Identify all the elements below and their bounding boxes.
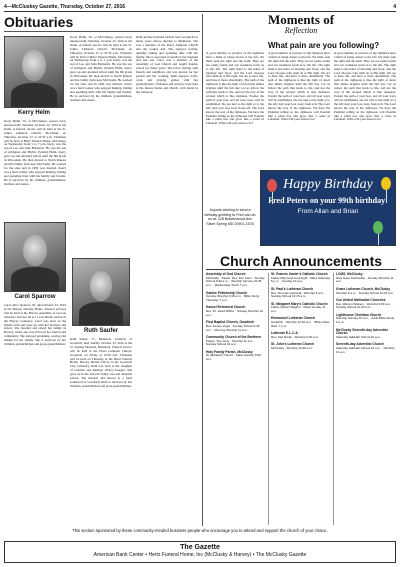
footer-title: The Gazette bbox=[180, 544, 220, 551]
birthday-heading: Happy Birthday bbox=[283, 177, 373, 192]
balloon-icon bbox=[381, 177, 391, 190]
header-rule bbox=[4, 11, 396, 12]
church-entry: Emmanuel Lutheran Church Goodrich · Worship 10:30 a.m. · Bible Class Wed. 7 p.m. bbox=[271, 316, 330, 328]
moments-body-col3: A good number of pictures of the rightness have a habit of being drawn to the left. We must seek the right and the truth. They are not easily found and our weakness leads us to the left. The right hand is the hand of blessing and favor, and the Lord chooses who shall sit at His right. We are to have life, and have it more abundantly. The path of the righteous is like the light of dawn that shines brighter until the full day. Let us follow the path that leads to life, and not the way of the wicked which is like darkness. Ponder the path of your feet, and all your ways will be established. Do not turn to the right or to the left; turn your foot away from evil. The Lord knows the way of the righteous. We have the Psalmist telling us the righteous will flourish like a palm tree and grow like a cedar in Lebanon. What will your answer be? bbox=[334, 52, 396, 122]
church-entry: Our United Methodist Churches Rev. Warren Wickers · Worship 9:30 a.m. · Sunday School 10:30 a.m. bbox=[336, 297, 393, 310]
running-header bbox=[4, 3, 396, 11]
ruth-saufer-text: Ruth Saufer, 77, Bismarck, formerly of Goodrich, died Sunday, October 23, 2016 at the St. Alexius Hospital, Bismarck. Funeral service will be held at the Peace Lutheran Church, Goodrich, on Friday at 10:30 a.m. Visitation will be held on Thursday at the Hertz Funeral Home, Harvey. Burial will be in the Goodrich City Cemetery. Ruth was born to the daughter of Gottlieb and Kathryn (Fritz) Krueger. She grew up in the Lincoln Valley area and attended school. She married and moved to a farm southwest of Goodrich. Ruth is survived by her children, grandchildren and great-grandchildren. bbox=[70, 338, 132, 388]
church-entry: Seventh-day Adventist Church Saturday Sabbath School 10 a.m. · Worship 11 a.m. bbox=[336, 342, 395, 354]
church-entry: Lighthouse Christian Church Worship Sunday 10 a.m. · Adult Bible Study 9 a.m. bbox=[336, 312, 395, 325]
church-entry: McClusky Seventh-day Adventist Church Saturday Sabbath School 10 a.m. bbox=[336, 327, 388, 339]
church-entry: Gackle Fellowship Church Sunday Worship 9:30 a.m. · Bible Study Thursday 7 p.m. bbox=[206, 290, 260, 302]
ruth-saufer-caption: Ruth Saufer bbox=[83, 328, 118, 334]
moments-subtitle: Reflection bbox=[284, 26, 318, 35]
moments-header bbox=[206, 13, 396, 35]
church-entry: St. Francis Xavier's Catholic Church Father Raymond Courtright · Mass Saturday 5 p.m. · Sunday 10 a.m. bbox=[271, 272, 331, 284]
kerry-helm-text: Kerry Helm, 59, of McCluskey, passed away unexpectedly Saturday, October 22, 2016 at his home. A funeral service will be held at the St. John's Lutheran Church, McClusky on Thursday, October 27 at 10:30 a.m. Visitation will be held at Hertz Funeral Home, McClusky, on Wednesday from 5 to 7 p.m. Kerry was the son of Leo and Julia Bismarck. He was the son of Arlington and Phyllis (Schell) Helm. Kerry grew up and attended school until the 9th grade in Wisconsin. He then moved to North Dakota and the family farm near McClusky. He worked for the state and in 1982 was married. Kerry was a hard worker who enjoyed hunting, fishing and spending time with his family and friends. He is survived by his children, grandchildren, brothers and sisters. bbox=[4, 120, 66, 186]
church-list-col1 bbox=[206, 273, 266, 525]
church-entry: Assembly of God Church McClusky · Pastor: Rev. Kim Clem · Sunday School 9:30 a.m. · Worship Service 10:45 a.m. · Wednesday Youth 7 p.m. bbox=[206, 272, 265, 288]
birthday-from-line: From Allan and Brian bbox=[297, 208, 359, 215]
footer-sponsors: American Bank Center • Hertz Funeral Home, Inc (McClusky & Harvey) • The McClusky Gazette bbox=[93, 552, 307, 558]
page-number: 4 bbox=[393, 4, 396, 10]
kerry-helm-caption: Kerry Helm bbox=[17, 110, 50, 116]
sponsor-footer bbox=[4, 541, 396, 563]
church-entry: LCMS, McClusky New Hope Fellowship · Sunday Worship 11 a.m. bbox=[336, 272, 394, 284]
carol-sparrow-text: Carol Alice Sparrow, 95, died October 23, 2016 at the Harvey Nursing Home. Funeral services will be held at the Harvey Assembly of God on Saturday, October 29 at 11 a.m. Burial will be in the Harvey Cemetery. Carol was born on the family farm and grew up with her brothers and sisters. She married and raised her family in Harvey, where she was active in her church and community. She enjoyed gardening, sewing and baking for her family. She is survived by her children, grandchildren and great-grandchildren. bbox=[4, 304, 66, 347]
column-divider bbox=[268, 273, 269, 525]
church-entry: Community Church of the Brethren Pastor: Tom Gray · Worship 11 a.m. · Sunday School 10 a.m. bbox=[206, 334, 262, 347]
kerry-helm-text-continued: Kerry Helm, 59, of McCluskey, passed away unexpectedly Saturday, October 22, 2016 at his home. A funeral service will be held at the St. John's Lutheran Church, McClusky on Thursday, October 27 at 10:30 a.m. Visitation will be held at Hertz Funeral Home, McClusky, on Wednesday from 5 to 7 p.m. Kerry was the son of Leo and Julia Bismarck. He was the son of Arlington and Phyllis (Schell) Helm. Kerry grew up and attended school until the 9th grade in Wisconsin. He then moved to North Dakota and the family farm near McClusky. He worked for the state and in 1982 was married. Kerry was a hard worker who enjoyed hunting, fishing and spending time with his family and friends. He is survived by his children, grandchildren, brothers and sisters. bbox=[70, 36, 132, 102]
balloon-icon bbox=[373, 221, 383, 234]
carol-sparrow-caption: Carol Sparrow bbox=[14, 294, 56, 300]
obituaries-title: Obituaries bbox=[4, 14, 74, 30]
church-announcements-rule bbox=[206, 269, 396, 270]
page-header: 4—McCluskey Gazette, Thursday, October 27, 2016 bbox=[4, 4, 126, 10]
balloon-icon bbox=[267, 179, 277, 192]
church-entry: St. Margaret Mary's Catholic Church Father Robert Wagner · Mass Sunday 11 a.m. bbox=[271, 301, 328, 314]
birthday-ad bbox=[260, 170, 396, 246]
section-divider bbox=[202, 14, 203, 526]
moments-body-col2: A good number of pictures of the rightness have a habit of being drawn to the left. We must seek the right and the truth. They are not easily found and our weakness leads us to the left. The right hand is the hand of blessing and favor, and the Lord chooses who shall sit at His right. We are to have life, and have it more abundantly. The path of the righteous is like the light of dawn that shines brighter until the full day. Let us follow the path that leads to life, and not the way of the wicked which is like darkness. Ponder the path of your feet, and all your ways will be established. Do not turn to the right or to the left; turn your foot away from evil. The Lord knows the way of the righteous. We have the Psalmist telling us the righteous will flourish like a palm tree and grow like a cedar in Lebanon. What will your answer be? bbox=[268, 52, 330, 122]
church-list-col3 bbox=[336, 273, 396, 525]
moments-title: Moments of bbox=[267, 12, 335, 27]
ruth-saufer-photo bbox=[72, 258, 130, 326]
church-entry: Holy Family Parish, McClusky St. Elizabeth Church · Mass Sunday 8:30 a.m. bbox=[206, 349, 261, 362]
church-entry: First Baptist Church, Goodrich Rev. James Vogel · Sunday School 9:45 a.m. · Morning Worship 11 a.m. bbox=[206, 320, 260, 332]
church-list-col2 bbox=[271, 273, 331, 525]
church-entry: St. Paul's Lutheran Church Rev. Thomas Gerhardt · Worship 9 a.m. · Sunday School 10:15 a.m. bbox=[271, 286, 326, 299]
obituary-continued-text: Ruth and her husband farmed near Goodrich for many years before moving to Bismarck. She was a member of the Peace Lutheran Church and the Ladies Aid. She enjoyed sewing, quilting, baking and spending time with her family. She is preceded in death by her husband and one son. Carol was a member of the Assembly of God Church and taught Sunday school for many years. She loved visiting with friends and neighbors and was known for her garden and her cooking. Ruth enjoyed crafts, cards and playing games with her grandchildren. Visitation and services were held at the funeral home and church, with burial in the cemetery. bbox=[136, 36, 198, 94]
church-entry: Kassel Reformed Church Rev. Dr. Jared Wilbur · Sunday Worship 10 a.m. bbox=[206, 305, 264, 317]
birthday-greeting-address: Anyone wishing to send a birthday greeting to Fred can do so at: 128 Bradenwood Ave Silver Spring MD 20901-1578 bbox=[204, 208, 256, 226]
kerry-helm-photo bbox=[4, 36, 64, 108]
carol-sparrow-photo bbox=[4, 222, 66, 292]
birthday-name-line: Fred Peters on your 99th birthday! bbox=[268, 196, 388, 205]
obituaries-rule bbox=[4, 31, 200, 32]
moments-heading: What pain are you following? bbox=[268, 41, 380, 50]
sponsor-line: This section sponsored by these community-minded business people who encourage you to attend and support the church of your choice. bbox=[72, 528, 328, 533]
church-entry: St. John's Lutheran Church McClusky · Worship 10:30 a.m. bbox=[271, 342, 315, 351]
column-divider bbox=[333, 273, 334, 525]
church-entry: Grace Lutheran Church, McClusky Worship 9 a.m. · Sunday School 10:15 a.m. bbox=[336, 286, 394, 295]
church-entry: Lutheran E.L.C.A. Rev. Karl Dreith · Worship 9:30 a.m. bbox=[271, 331, 319, 339]
moments-body-col1: A good number of pictures of the rightness have a habit of being drawn to the left. We must seek the right and the truth. They are not easily found and our weakness leads us to the left. The right hand is the hand of blessing and favor, and the Lord chooses who shall sit at His right. We are to have life, and have it more abundantly. The path of the righteous is like the light of dawn that shines brighter until the full day. Let us follow the path that leads to life, and not the way of the wicked which is like darkness. Ponder the path of your feet, and all your ways will be established. Do not turn to the right or to the left; turn your foot away from evil. The Lord knows the way of the righteous. We have the Psalmist telling us the righteous will flourish like a palm tree and grow like a cedar in Lebanon. What will your answer be? bbox=[206, 52, 264, 126]
church-announcements-title: Church Announcements bbox=[219, 253, 383, 269]
